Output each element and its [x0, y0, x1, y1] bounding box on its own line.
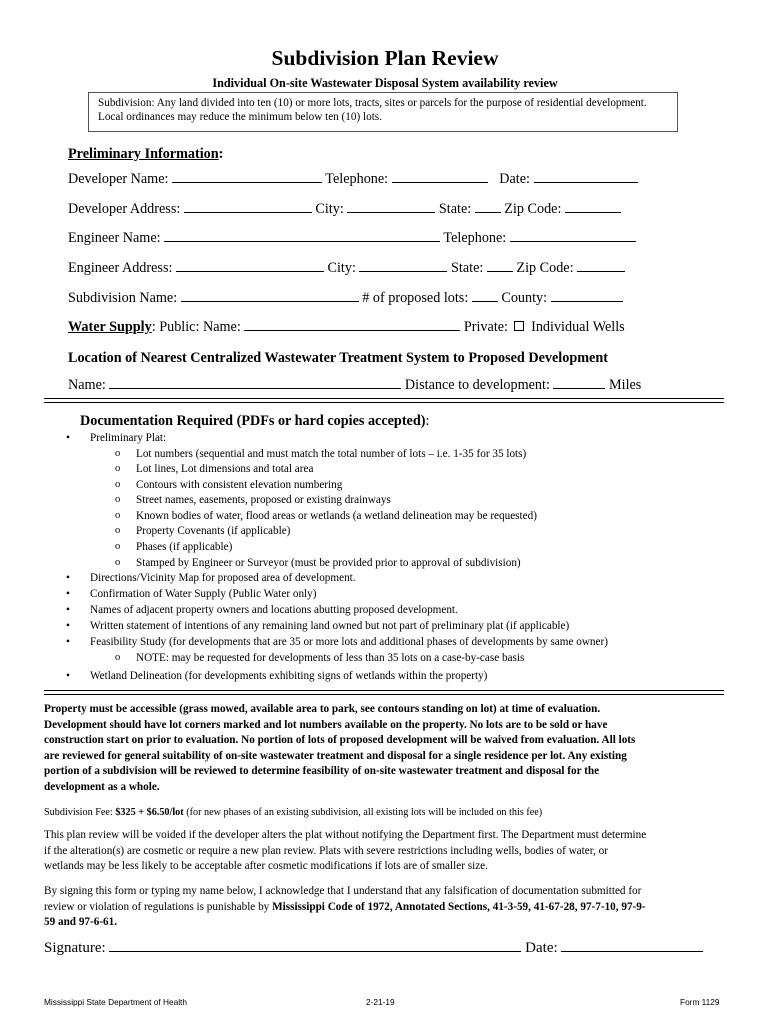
label-engineer-state: State:	[451, 260, 484, 276]
label-state: State:	[438, 201, 472, 217]
label-public-name: : Public: Name:	[151, 319, 241, 335]
row-engineer	[68, 230, 636, 247]
label-private: Private:	[463, 319, 509, 335]
footer-revision: 2-21-19	[366, 997, 395, 1007]
plat-item: Street names, easements, proposed or existing drainways	[136, 494, 391, 506]
field-engineer-city[interactable]	[359, 261, 447, 272]
plat-item: Phases (if applicable)	[136, 541, 233, 553]
sub-bullet-icon: o	[115, 479, 121, 490]
doc-item: Names of adjacent property owners and locations abutting proposed development.	[90, 604, 458, 616]
doc-item-wetland: Wetland Delineation (for developments exhibiting signs of wetlands within the property)	[90, 670, 488, 682]
label-engineer-zip: Zip Code:	[516, 260, 574, 276]
plat-item: Contours with consistent elevation numbering	[136, 479, 343, 491]
row-subdivision	[68, 290, 623, 307]
definition-text: Subdivision: Any land divided into ten (10) or more lots, tracts, sites or parcels for the purpose of residential development. Local ordinances may reduce the minimum below ten (10) lots.	[98, 97, 647, 123]
row-developer-address	[68, 201, 621, 218]
field-date[interactable]	[534, 172, 638, 183]
sub-bullet-icon: o	[115, 525, 121, 536]
field-signature[interactable]	[109, 941, 521, 952]
subdivision-fee: Subdivision Fee: $325 + $6.50/lot (for new phases of an existing subdivision, all existing lots will be included on this fee)	[44, 807, 543, 818]
field-developer-name[interactable]	[172, 172, 322, 183]
sub-bullet-icon: o	[115, 510, 121, 521]
doc-item: Feasibility Study (for developments that are 35 or more lots and additional phases of developments by same owner)	[90, 636, 608, 648]
section-heading-preliminary: Preliminary Information:	[68, 146, 224, 162]
bullet-icon: •	[66, 670, 70, 682]
label-location-name: Name:	[68, 377, 106, 393]
label-water-supply: Water Supply	[68, 319, 152, 335]
field-developer-telephone[interactable]	[392, 172, 488, 183]
access-notice: Property must be accessible (grass mowed, available area to park, see contours standing on lot) at time of evaluation. Development should have lot corners marked and lot numbers available on the property. No lots are to be sold or have construction start on prior to evaluation. No portion of lots of proposed development will be waived from evaluation. All lots are reviewed for general suitability of on-site wastewater treatment and disposal for a single residence per lot. Any existing portion of a subdivision will be reviewed to determine feasibility of on-site wastewater treatment and disposal for the development as a whole.	[44, 703, 636, 793]
label-developer-address: Developer Address:	[68, 201, 181, 217]
sub-bullet-icon: o	[115, 557, 121, 568]
label-engineer-telephone: Telephone:	[443, 230, 507, 246]
doc-item: Confirmation of Water Supply (Public Water only)	[90, 588, 317, 600]
field-engineer-name[interactable]	[164, 231, 440, 242]
field-developer-city[interactable]	[347, 202, 435, 213]
field-developer-address[interactable]	[184, 202, 312, 213]
void-notice: This plan review will be voided if the developer alters the plat without notifying the Department first. The Department must determine if the alteration(s) are cosmetic or require a new plan review. Plats with severe restrictions including wells, bodies of water, or wetlands may be less likely to be acceptable after cosmetic modifications if lots are of smaller size.	[44, 829, 647, 873]
sub-bullet-icon: o	[115, 448, 121, 459]
field-county[interactable]	[551, 291, 623, 302]
definition-box	[88, 92, 678, 132]
row-developer	[68, 171, 638, 188]
divider	[44, 398, 724, 399]
field-distance[interactable]	[553, 378, 605, 389]
field-engineer-telephone[interactable]	[510, 231, 636, 242]
field-subdivision-name[interactable]	[181, 291, 359, 302]
form-title: Subdivision Plan Review	[271, 46, 499, 70]
label-num-lots: # of proposed lots:	[362, 290, 469, 306]
row-signature	[44, 940, 703, 957]
divider	[44, 690, 724, 691]
divider	[44, 402, 724, 403]
feasibility-note: NOTE: may be requested for developments of less than 35 lots on a case-by-case basis	[136, 652, 525, 664]
fee-amount: $325 + $6.50/lot	[115, 807, 184, 818]
label-signature: Signature:	[44, 940, 106, 956]
bullet-icon: •	[66, 572, 70, 584]
plat-item: Property Covenants (if applicable)	[136, 525, 291, 537]
bullet-icon: •	[66, 604, 70, 616]
form-subtitle: Individual On-site Wastewater Disposal System availability review	[212, 76, 558, 90]
field-public-water-name[interactable]	[244, 320, 460, 331]
signing-statement: By signing this form or typing my name below, I acknowledge that I understand that any falsification of documentation submitted for review or violation of regulations is punishable by Mississippi Code of 1972, Annotated Sections, 41-3-59, 41-67-28, 97-7-10, 97-9- 59 and 97-6-61.	[44, 885, 646, 929]
section-heading-location: Location of Nearest Centralized Wastewater Treatment System to Proposed Development	[68, 350, 608, 366]
label-distance: Distance to development:	[404, 377, 550, 393]
sub-bullet-icon: o	[115, 463, 121, 474]
bullet-icon: •	[66, 636, 70, 648]
divider	[44, 694, 724, 695]
label-individual-wells: Individual Wells	[531, 319, 625, 335]
field-engineer-state[interactable]	[487, 261, 513, 272]
field-num-lots[interactable]	[472, 291, 498, 302]
label-county: County:	[501, 290, 548, 306]
plat-item: Known bodies of water, flood areas or wetlands (a wetland delineation may be requested)	[136, 510, 537, 522]
doc-item: Directions/Vicinity Map for proposed area of development.	[90, 572, 356, 584]
bullet-icon: •	[66, 588, 70, 600]
sub-bullet-icon: o	[115, 652, 121, 663]
label-engineer-city: City:	[327, 260, 356, 276]
footer-form-number: Form 1129	[680, 997, 720, 1007]
doc-item-preliminary-plat: Preliminary Plat:	[90, 432, 167, 444]
individual-wells-checkbox[interactable]	[514, 321, 524, 331]
plat-item: Stamped by Engineer or Surveyor (must be provided prior to approval of subdivision)	[136, 557, 521, 569]
label-signature-date: Date:	[525, 940, 558, 956]
field-developer-state[interactable]	[475, 202, 501, 213]
label-engineer-address: Engineer Address:	[68, 260, 173, 276]
plat-item: Lot numbers (sequential and must match the total number of lots – i.e. 1-35 for 35 lots)	[136, 448, 527, 460]
row-location	[68, 377, 641, 394]
field-developer-zip[interactable]	[565, 202, 621, 213]
label-developer-name: Developer Name:	[68, 171, 169, 187]
field-location-name[interactable]	[109, 378, 401, 389]
row-engineer-address	[68, 260, 625, 277]
field-signature-date[interactable]	[561, 941, 703, 952]
field-engineer-address[interactable]	[176, 261, 324, 272]
label-city: City:	[315, 201, 344, 217]
doc-item: Written statement of intentions of any remaining land owned but not part of preliminary plat (if applicable)	[90, 620, 570, 632]
footer-agency: Mississippi State Department of Health	[44, 997, 187, 1007]
label-subdivision-name: Subdivision Name:	[68, 290, 178, 306]
section-heading-documentation: Documentation Required (PDFs or hard copies accepted):	[80, 413, 430, 429]
label-engineer-name: Engineer Name:	[68, 230, 161, 246]
label-telephone: Telephone:	[325, 171, 389, 187]
row-water-supply	[68, 319, 625, 336]
sub-bullet-icon: o	[115, 541, 121, 552]
label-miles: Miles	[609, 377, 642, 393]
bullet-icon: •	[66, 620, 70, 632]
field-engineer-zip[interactable]	[577, 261, 625, 272]
bullet-icon: •	[66, 432, 70, 444]
label-date: Date:	[499, 171, 530, 187]
label-zip: Zip Code:	[504, 201, 562, 217]
sub-bullet-icon: o	[115, 494, 121, 505]
plat-item: Lot lines, Lot dimensions and total area	[136, 463, 314, 475]
